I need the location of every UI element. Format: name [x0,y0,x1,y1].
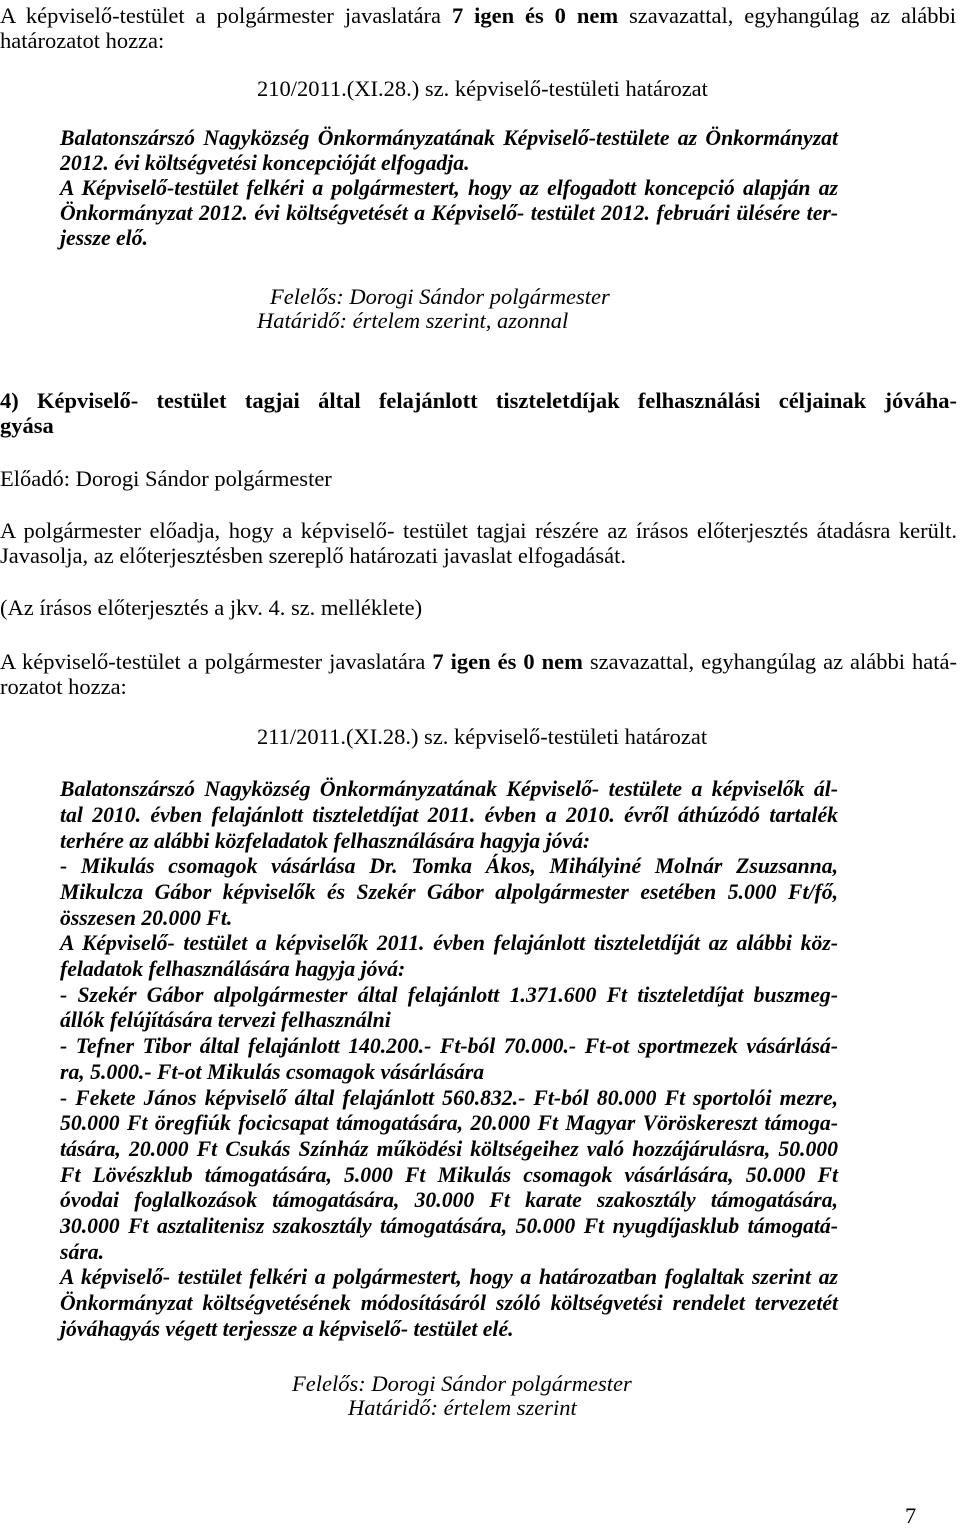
resolution-text-line: - Mikulás csomagok vásárlása Dr. Tomka Ákos, Mihályiné Molnár Zsuzsanna, [60,854,838,879]
resolution-text-line: Balatonszárszó Nagyközség Önkormányzatának Képviselő-testülete az Önkormányzat [60,125,838,150]
vote-sentence-line [0,649,957,674]
deadline: Határidő: értelem szerint, azonnal [257,307,569,333]
presenter: Előadó: Dorogi Sándor polgármester [0,465,332,491]
resolution-text-line: sára. [60,1239,104,1264]
resolution-text-line: 2012. évi költségvetési koncepcióját elfogadja. [60,150,470,175]
resolution-211-body [60,777,838,1342]
resolution-text-line: tal 2010. évben felajánlott tiszteletdíjat 2011. évben a 2010. évről áthúzódó tartalék [60,802,838,827]
resolution-text-line: - Tefner Tibor által felajánlott 140.200.- Ft-ból 70.000.- Ft-ot sportmezek vásárlásá- [60,1034,838,1059]
responsible-person: Felelős: Dorogi Sándor polgármester [270,283,610,309]
heading-line: 4) Képviselő- testület tagjai által felajánlott tiszteletdíjak felhasználási céljainak jóváha- [0,387,957,413]
resolution-text-line: 50.000 Ft öregfiúk focicsapat támogatására, 20.000 Ft Magyar Vöröskereszt támoga- [60,1111,838,1136]
resolution-211-intro [0,649,957,699]
vote-sentence-line [0,3,956,28]
intro-text: A képviselő-testület a polgármester javaslatára [0,648,426,674]
resolution-text-line: - Szekér Gábor alpolgármester által felajánlott 1.371.600 Ft tiszteletdíjat buszmeg- [60,982,838,1007]
attachment-note: (Az írásos előterjesztés a jkv. 4. sz. melléklete) [0,594,423,620]
intro-continuation: rozatot hozza: [0,673,127,699]
deadline: Határidő: értelem szerint [348,1395,577,1420]
page-number: 7 [905,1502,917,1528]
resolution-text-line: terhére az alábbi közfeladatok felhasználására hagyja jóvá: [60,828,591,853]
resolution-text-line: Ft Lövészklub támogatására, 5.000 Ft Mikulás csomagok vásárlására, 50.000 Ft [60,1162,838,1187]
intro-text-end: szavazattal, egyhangúlag az alábbi hatá- [589,648,958,674]
vote-count: 7 igen és 0 nem [451,2,619,28]
resolution-text-line: - Fekete János képviselő által felajánlott 560.832.- Ft-ból 80.000 Ft sportolói mezre, [60,1085,838,1110]
resolution-text-line: összesen 20.000 Ft. [60,905,233,930]
vote-count: 7 igen és 0 nem [432,648,583,674]
resolution-text-line: Balatonszárszó Nagyközség Önkormányzatának Képviselő- testülete a képviselők ál- [60,777,838,802]
resolution-text-line: tására, 20.000 Ft Csukás Színház működési költségeihez való hozzájárulásra, 50.000 [60,1136,838,1161]
resolution-text-line: A képviselő- testület felkéri a polgármestert, hogy a határozatban foglaltak szerint az [60,1265,838,1290]
resolution-text-line: ra, 5.000.- Ft-ot Mikulás csomagok vásárlására [60,1059,485,1084]
resolution-text-line: jessze elő. [60,225,148,250]
intro-text-end: szavazattal, egyhangúlag az alábbi [629,2,957,28]
resolution-text-line: A Képviselő-testület felkéri a polgármestert, hogy az elfogadott koncepció alapján az [60,175,838,200]
resolution-211-title: 211/2011.(XI.28.) sz. képviselő-testületi határozat [257,723,708,749]
resolution-text-line: Mikulcza Gábor képviselők és Szekér Gábor alpolgármester esetében 5.000 Ft/fő, [60,880,838,905]
resolution-text-line: Önkormányzat 2012. évi költségvetését a Képviselő- testület 2012. februári ülésére ter- [60,200,838,225]
resolution-210-body [60,126,838,251]
intro-text: A képviselő-testület a polgármester javaslatára [0,2,442,28]
resolution-210-title: 210/2011.(XI.28.) sz. képviselő-testületi határozat [257,75,708,101]
resolution-text-line: óvodai foglalkozások támogatására, 30.000 Ft karate szakosztály támogatására, [60,1188,838,1213]
resolution-text-line: állók felújítására tervezi felhasználni [60,1008,391,1033]
agenda-item-heading [0,388,957,438]
intro-continuation: határozatot hozza: [0,27,165,53]
proposal-text-line: A polgármester előadja, hogy a képviselő- testület tagjai részére az írásos előterjesztés átadásra került. [0,517,957,543]
resolution-text-line: A Képviselő- testület a képviselők 2011. évben felajánlott tiszteletdíját az alábbi köz- [60,931,838,956]
proposal-paragraph [0,518,957,568]
responsible-person: Felelős: Dorogi Sándor polgármester [292,1370,632,1396]
resolution-text-line: jóváhagyás végett terjessze a képviselő- testület elé. [60,1316,514,1341]
resolution-210-intro [0,3,956,53]
proposal-text-line: Javasolja, az előterjesztésben szereplő határozati javaslat elfogadását. [0,542,626,568]
resolution-text-line: feladatok felhasználására hagyja jóvá: [60,957,406,982]
heading-line: gyása [0,412,54,438]
resolution-text-line: Önkormányzat költségvetésének módosításáról szóló költségvetési rendelet tervezetét [60,1291,838,1316]
resolution-text-line: 30.000 Ft asztalitenisz szakosztály támogatására, 50.000 Ft nyugdíjasklub támogatá- [60,1213,838,1238]
